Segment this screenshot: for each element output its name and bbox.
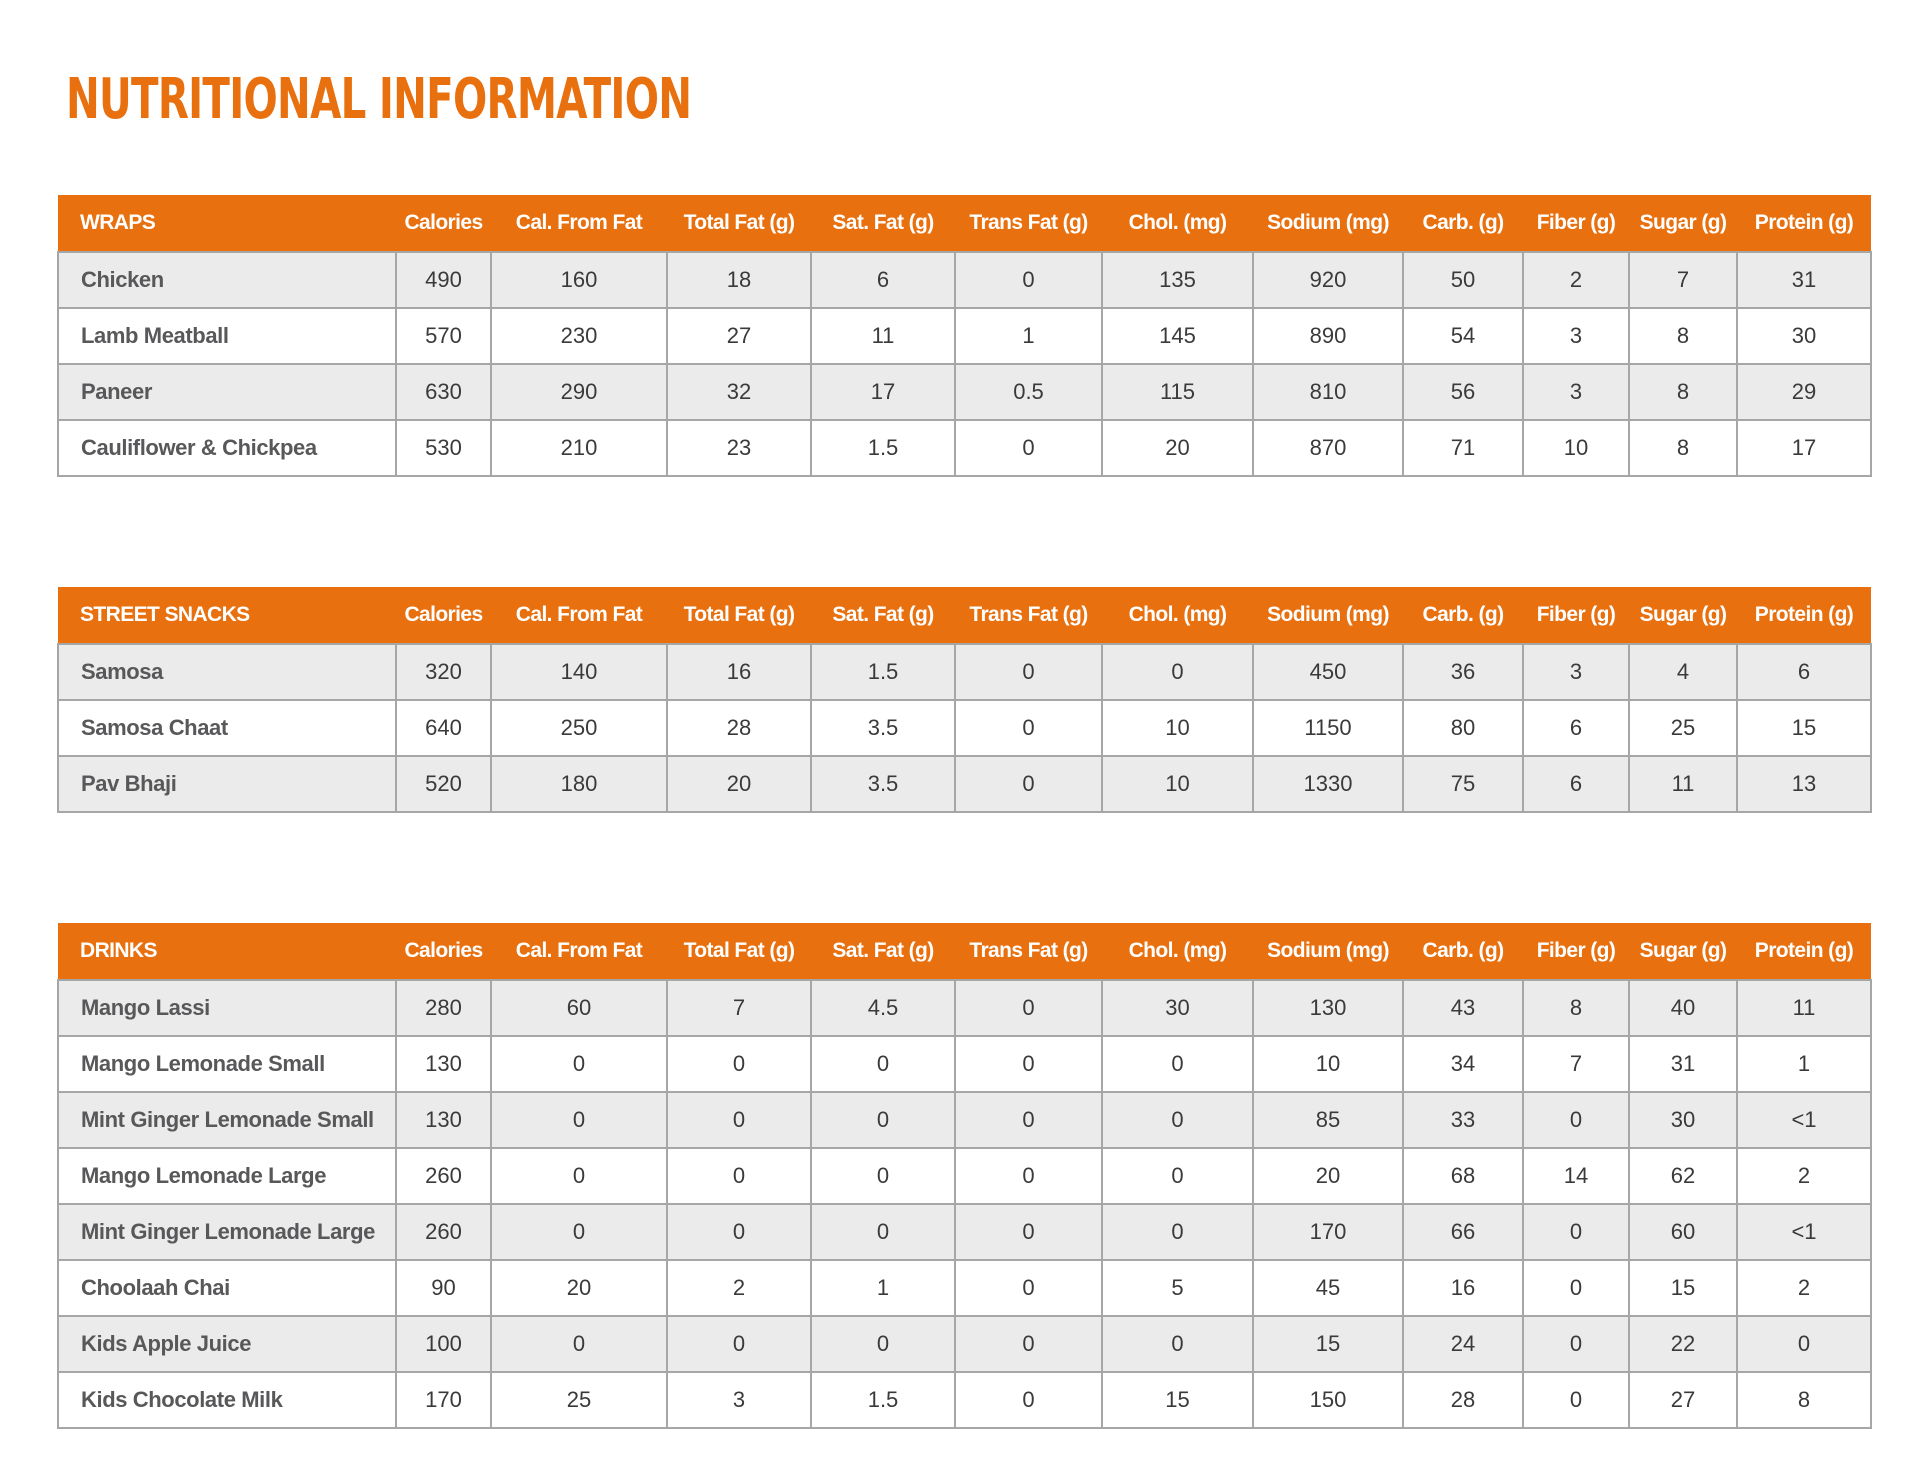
cell-cal-from-fat: 0 <box>491 1092 667 1148</box>
cell-calories: 570 <box>396 308 491 364</box>
table-row <box>58 1092 1871 1148</box>
cell-trans-fat: 0 <box>955 1148 1102 1204</box>
cell-sugar: 11 <box>1629 756 1737 812</box>
cell-fiber: 0 <box>1523 1204 1629 1260</box>
column-header-trans-fat: Trans Fat (g) <box>955 195 1102 252</box>
cell-sodium: 810 <box>1253 364 1403 420</box>
cell-cal-from-fat: 230 <box>491 308 667 364</box>
cell-sodium: 890 <box>1253 308 1403 364</box>
cell-carb: 28 <box>1403 1372 1523 1428</box>
section-title: STREET SNACKS <box>58 587 396 644</box>
column-header-carb: Carb. (g) <box>1403 195 1523 252</box>
cell-total-fat: 0 <box>667 1148 811 1204</box>
cell-chol: 10 <box>1102 700 1253 756</box>
cell-carb: 54 <box>1403 308 1523 364</box>
cell-protein: 31 <box>1737 252 1871 308</box>
table-row <box>58 252 1871 308</box>
cell-sugar: 15 <box>1629 1260 1737 1316</box>
item-name: Cauliflower & Chickpea <box>58 420 396 476</box>
cell-cal-from-fat: 0 <box>491 1316 667 1372</box>
column-header-chol: Chol. (mg) <box>1102 923 1253 980</box>
section-title: DRINKS <box>58 923 396 980</box>
cell-cal-from-fat: 140 <box>491 644 667 700</box>
cell-fiber: 0 <box>1523 1092 1629 1148</box>
cell-protein: <1 <box>1737 1204 1871 1260</box>
cell-cal-from-fat: 0 <box>491 1148 667 1204</box>
column-header-protein: Protein (g) <box>1737 195 1871 252</box>
cell-cal-from-fat: 250 <box>491 700 667 756</box>
cell-protein: 11 <box>1737 980 1871 1036</box>
cell-fiber: 0 <box>1523 1260 1629 1316</box>
cell-fiber: 10 <box>1523 420 1629 476</box>
item-name: Chicken <box>58 252 396 308</box>
table-row <box>58 980 1871 1036</box>
cell-calories: 520 <box>396 756 491 812</box>
item-name: Mint Ginger Lemonade Large <box>58 1204 396 1260</box>
cell-sugar: 8 <box>1629 308 1737 364</box>
section-title: WRAPS <box>58 195 396 252</box>
cell-total-fat: 18 <box>667 252 811 308</box>
item-name: Choolaah Chai <box>58 1260 396 1316</box>
cell-fiber: 6 <box>1523 700 1629 756</box>
cell-chol: 20 <box>1102 420 1253 476</box>
column-header-sodium: Sodium (mg) <box>1253 195 1403 252</box>
table-row <box>58 364 1871 420</box>
cell-calories: 90 <box>396 1260 491 1316</box>
cell-sodium: 920 <box>1253 252 1403 308</box>
column-header-sat-fat: Sat. Fat (g) <box>811 195 955 252</box>
cell-sat-fat: 3.5 <box>811 756 955 812</box>
table-row <box>58 1036 1871 1092</box>
cell-calories: 260 <box>396 1148 491 1204</box>
column-header-fiber: Fiber (g) <box>1523 195 1629 252</box>
cell-sugar: 22 <box>1629 1316 1737 1372</box>
cell-calories: 320 <box>396 644 491 700</box>
cell-trans-fat: 0 <box>955 644 1102 700</box>
cell-calories: 630 <box>396 364 491 420</box>
cell-total-fat: 3 <box>667 1372 811 1428</box>
cell-carb: 66 <box>1403 1204 1523 1260</box>
cell-protein: 2 <box>1737 1260 1871 1316</box>
drinks-table <box>57 923 1872 1429</box>
cell-trans-fat: 1 <box>955 308 1102 364</box>
cell-sat-fat: 17 <box>811 364 955 420</box>
cell-chol: 0 <box>1102 1148 1253 1204</box>
column-header-sugar: Sugar (g) <box>1629 587 1737 644</box>
cell-sugar: 8 <box>1629 364 1737 420</box>
page-title: NUTRITIONAL INFORMATION <box>66 67 692 132</box>
cell-chol: 0 <box>1102 1316 1253 1372</box>
table-row <box>58 1316 1871 1372</box>
cell-protein: 8 <box>1737 1372 1871 1428</box>
table-row <box>58 1204 1871 1260</box>
cell-fiber: 3 <box>1523 364 1629 420</box>
cell-total-fat: 0 <box>667 1092 811 1148</box>
cell-fiber: 7 <box>1523 1036 1629 1092</box>
column-header-protein: Protein (g) <box>1737 587 1871 644</box>
cell-sat-fat: 0 <box>811 1036 955 1092</box>
cell-sodium: 170 <box>1253 1204 1403 1260</box>
column-header-trans-fat: Trans Fat (g) <box>955 923 1102 980</box>
column-header-sodium: Sodium (mg) <box>1253 587 1403 644</box>
item-name: Paneer <box>58 364 396 420</box>
cell-sugar: 31 <box>1629 1036 1737 1092</box>
table-row <box>58 700 1871 756</box>
cell-protein: 15 <box>1737 700 1871 756</box>
column-header-calories: Calories <box>396 923 491 980</box>
item-name: Lamb Meatball <box>58 308 396 364</box>
cell-cal-from-fat: 210 <box>491 420 667 476</box>
cell-fiber: 3 <box>1523 644 1629 700</box>
cell-protein: 13 <box>1737 756 1871 812</box>
column-header-cal-from-fat: Cal. From Fat <box>491 587 667 644</box>
table-header-row <box>58 587 1871 644</box>
cell-protein: 29 <box>1737 364 1871 420</box>
cell-sat-fat: 4.5 <box>811 980 955 1036</box>
table-row <box>58 756 1871 812</box>
cell-sat-fat: 1 <box>811 1260 955 1316</box>
cell-sodium: 1150 <box>1253 700 1403 756</box>
cell-fiber: 6 <box>1523 756 1629 812</box>
cell-fiber: 14 <box>1523 1148 1629 1204</box>
cell-cal-from-fat: 160 <box>491 252 667 308</box>
cell-sat-fat: 0 <box>811 1316 955 1372</box>
column-header-protein: Protein (g) <box>1737 923 1871 980</box>
cell-protein: 1 <box>1737 1036 1871 1092</box>
cell-chol: 10 <box>1102 756 1253 812</box>
cell-calories: 130 <box>396 1092 491 1148</box>
column-header-sugar: Sugar (g) <box>1629 195 1737 252</box>
cell-calories: 100 <box>396 1316 491 1372</box>
cell-sodium: 45 <box>1253 1260 1403 1316</box>
cell-trans-fat: 0 <box>955 1316 1102 1372</box>
cell-trans-fat: 0 <box>955 1092 1102 1148</box>
cell-sugar: 40 <box>1629 980 1737 1036</box>
cell-calories: 280 <box>396 980 491 1036</box>
column-header-chol: Chol. (mg) <box>1102 587 1253 644</box>
cell-sodium: 870 <box>1253 420 1403 476</box>
cell-trans-fat: 0 <box>955 980 1102 1036</box>
cell-chol: 0 <box>1102 1092 1253 1148</box>
cell-total-fat: 20 <box>667 756 811 812</box>
cell-sugar: 30 <box>1629 1092 1737 1148</box>
item-name: Pav Bhaji <box>58 756 396 812</box>
item-name: Mango Lemonade Large <box>58 1148 396 1204</box>
cell-sodium: 85 <box>1253 1092 1403 1148</box>
cell-sugar: 27 <box>1629 1372 1737 1428</box>
cell-calories: 490 <box>396 252 491 308</box>
cell-fiber: 2 <box>1523 252 1629 308</box>
cell-fiber: 3 <box>1523 308 1629 364</box>
cell-calories: 170 <box>396 1372 491 1428</box>
cell-carb: 43 <box>1403 980 1523 1036</box>
cell-cal-from-fat: 20 <box>491 1260 667 1316</box>
cell-cal-from-fat: 290 <box>491 364 667 420</box>
cell-chol: 15 <box>1102 1372 1253 1428</box>
cell-carb: 75 <box>1403 756 1523 812</box>
cell-sat-fat: 1.5 <box>811 644 955 700</box>
column-header-sodium: Sodium (mg) <box>1253 923 1403 980</box>
table-header-row <box>58 923 1871 980</box>
column-header-sat-fat: Sat. Fat (g) <box>811 587 955 644</box>
cell-protein: 2 <box>1737 1148 1871 1204</box>
cell-sodium: 150 <box>1253 1372 1403 1428</box>
cell-cal-from-fat: 60 <box>491 980 667 1036</box>
cell-carb: 56 <box>1403 364 1523 420</box>
cell-carb: 16 <box>1403 1260 1523 1316</box>
wraps-table <box>57 195 1872 477</box>
cell-sodium: 450 <box>1253 644 1403 700</box>
cell-chol: 30 <box>1102 980 1253 1036</box>
cell-cal-from-fat: 25 <box>491 1372 667 1428</box>
table-row <box>58 420 1871 476</box>
cell-cal-from-fat: 180 <box>491 756 667 812</box>
cell-protein: 6 <box>1737 644 1871 700</box>
item-name: Kids Apple Juice <box>58 1316 396 1372</box>
cell-total-fat: 2 <box>667 1260 811 1316</box>
column-header-carb: Carb. (g) <box>1403 587 1523 644</box>
cell-fiber: 0 <box>1523 1372 1629 1428</box>
cell-sodium: 15 <box>1253 1316 1403 1372</box>
cell-trans-fat: 0 <box>955 756 1102 812</box>
cell-chol: 0 <box>1102 1204 1253 1260</box>
cell-calories: 640 <box>396 700 491 756</box>
item-name: Samosa Chaat <box>58 700 396 756</box>
cell-trans-fat: 0 <box>955 252 1102 308</box>
cell-sat-fat: 1.5 <box>811 1372 955 1428</box>
cell-sat-fat: 11 <box>811 308 955 364</box>
cell-trans-fat: 0 <box>955 1036 1102 1092</box>
table-row <box>58 308 1871 364</box>
cell-protein: <1 <box>1737 1092 1871 1148</box>
cell-sodium: 1330 <box>1253 756 1403 812</box>
item-name: Samosa <box>58 644 396 700</box>
cell-total-fat: 27 <box>667 308 811 364</box>
table-row <box>58 1148 1871 1204</box>
cell-total-fat: 0 <box>667 1316 811 1372</box>
cell-sodium: 130 <box>1253 980 1403 1036</box>
cell-total-fat: 7 <box>667 980 811 1036</box>
cell-trans-fat: 0 <box>955 1260 1102 1316</box>
cell-protein: 17 <box>1737 420 1871 476</box>
cell-chol: 5 <box>1102 1260 1253 1316</box>
street-snacks-table <box>57 587 1872 813</box>
column-header-cal-from-fat: Cal. From Fat <box>491 195 667 252</box>
column-header-total-fat: Total Fat (g) <box>667 587 811 644</box>
cell-chol: 145 <box>1102 308 1253 364</box>
cell-carb: 68 <box>1403 1148 1523 1204</box>
cell-trans-fat: 0.5 <box>955 364 1102 420</box>
cell-chol: 135 <box>1102 252 1253 308</box>
cell-sat-fat: 1.5 <box>811 420 955 476</box>
cell-carb: 50 <box>1403 252 1523 308</box>
cell-sat-fat: 6 <box>811 252 955 308</box>
cell-calories: 130 <box>396 1036 491 1092</box>
cell-protein: 0 <box>1737 1316 1871 1372</box>
cell-carb: 36 <box>1403 644 1523 700</box>
column-header-calories: Calories <box>396 587 491 644</box>
cell-calories: 530 <box>396 420 491 476</box>
cell-carb: 34 <box>1403 1036 1523 1092</box>
column-header-total-fat: Total Fat (g) <box>667 923 811 980</box>
cell-sugar: 4 <box>1629 644 1737 700</box>
table-row <box>58 644 1871 700</box>
cell-chol: 0 <box>1102 644 1253 700</box>
cell-sugar: 8 <box>1629 420 1737 476</box>
column-header-total-fat: Total Fat (g) <box>667 195 811 252</box>
cell-total-fat: 23 <box>667 420 811 476</box>
cell-sugar: 7 <box>1629 252 1737 308</box>
cell-carb: 71 <box>1403 420 1523 476</box>
column-header-chol: Chol. (mg) <box>1102 195 1253 252</box>
cell-trans-fat: 0 <box>955 700 1102 756</box>
item-name: Mango Lemonade Small <box>58 1036 396 1092</box>
cell-sugar: 60 <box>1629 1204 1737 1260</box>
cell-cal-from-fat: 0 <box>491 1204 667 1260</box>
cell-sodium: 10 <box>1253 1036 1403 1092</box>
cell-total-fat: 16 <box>667 644 811 700</box>
cell-trans-fat: 0 <box>955 1204 1102 1260</box>
table-row <box>58 1260 1871 1316</box>
item-name: Mint Ginger Lemonade Small <box>58 1092 396 1148</box>
cell-total-fat: 28 <box>667 700 811 756</box>
table-row <box>58 1372 1871 1428</box>
column-header-sat-fat: Sat. Fat (g) <box>811 923 955 980</box>
column-header-fiber: Fiber (g) <box>1523 923 1629 980</box>
cell-sugar: 62 <box>1629 1148 1737 1204</box>
cell-sat-fat: 3.5 <box>811 700 955 756</box>
cell-fiber: 8 <box>1523 980 1629 1036</box>
item-name: Kids Chocolate Milk <box>58 1372 396 1428</box>
column-header-fiber: Fiber (g) <box>1523 587 1629 644</box>
cell-sat-fat: 0 <box>811 1204 955 1260</box>
cell-trans-fat: 0 <box>955 1372 1102 1428</box>
cell-carb: 24 <box>1403 1316 1523 1372</box>
cell-cal-from-fat: 0 <box>491 1036 667 1092</box>
cell-calories: 260 <box>396 1204 491 1260</box>
cell-carb: 33 <box>1403 1092 1523 1148</box>
cell-total-fat: 0 <box>667 1204 811 1260</box>
cell-fiber: 0 <box>1523 1316 1629 1372</box>
cell-protein: 30 <box>1737 308 1871 364</box>
cell-total-fat: 0 <box>667 1036 811 1092</box>
cell-trans-fat: 0 <box>955 420 1102 476</box>
column-header-sugar: Sugar (g) <box>1629 923 1737 980</box>
table-header-row <box>58 195 1871 252</box>
column-header-calories: Calories <box>396 195 491 252</box>
cell-sat-fat: 0 <box>811 1148 955 1204</box>
item-name: Mango Lassi <box>58 980 396 1036</box>
cell-sugar: 25 <box>1629 700 1737 756</box>
cell-chol: 115 <box>1102 364 1253 420</box>
column-header-trans-fat: Trans Fat (g) <box>955 587 1102 644</box>
cell-sat-fat: 0 <box>811 1092 955 1148</box>
cell-chol: 0 <box>1102 1036 1253 1092</box>
cell-sodium: 20 <box>1253 1148 1403 1204</box>
column-header-carb: Carb. (g) <box>1403 923 1523 980</box>
cell-total-fat: 32 <box>667 364 811 420</box>
cell-carb: 80 <box>1403 700 1523 756</box>
column-header-cal-from-fat: Cal. From Fat <box>491 923 667 980</box>
